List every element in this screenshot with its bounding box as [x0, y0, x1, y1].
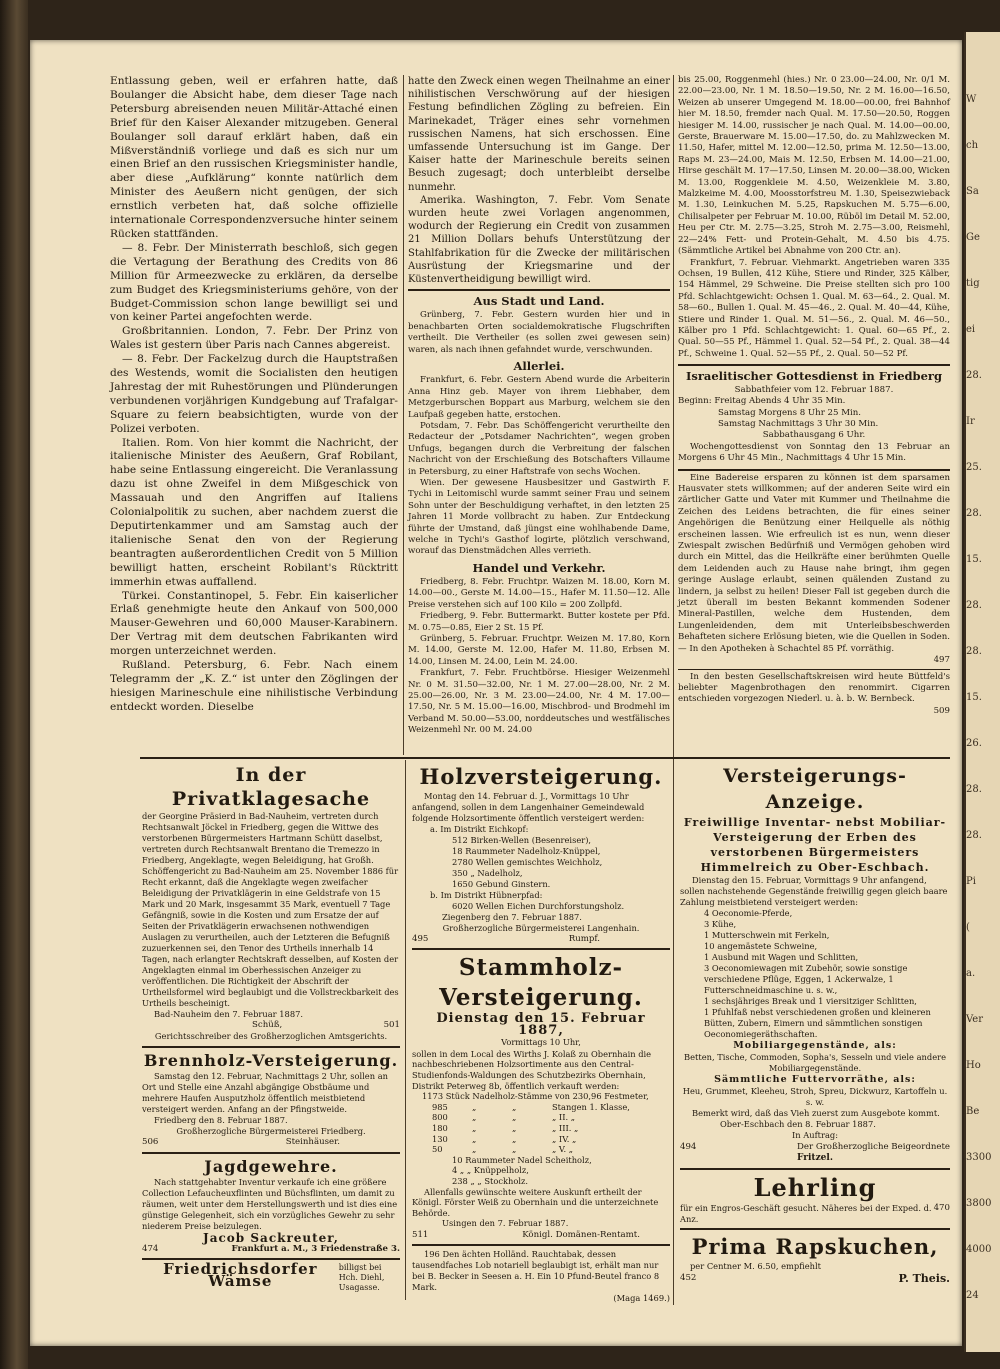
notice-signature: Großherzogliche Bürgermeisterei Friedberg.: [176, 1125, 366, 1136]
adjacent-page-fragment: Ge: [966, 232, 980, 243]
timber-cell: 50: [432, 1144, 443, 1155]
ad-reference: (Maga 1469.): [613, 1293, 670, 1304]
timber-cell: „: [512, 1112, 517, 1123]
auction-time: Vormittags 10 Uhr,: [501, 1037, 581, 1048]
ad-number: 509: [933, 705, 950, 716]
holz-item: 1650 Gebund Ginstern.: [452, 879, 551, 889]
market-report: bis 25.00, Roggenmehl (hies.) Nr. 0 23.00—24.00, Nr. 0/1 M. 22.00—23.00, Nr. 1 M. 18.50—19.50, Nr. 2 M. 16.00—16.50, Weizen ab unserer Umgegend M. 18.00—00.00, frei Bahnhof hier M. 18.50, fremder nach Qual. M. 17.50—20.50, Roggen hiesiger M. 14.00, russischer je nach Qual. M. 14.00—00.00, Gerste, Brauerware M. 15.00—17.50, do. zu Mahlzwecken M. 11.50, Hafer, mittel M. 12.00—12.50, prima M. 12.50—13.00, Raps M. 23—24.00, Mais M. 12.50, Erbsen M. 14.00—21.00, Hirse geschält M. 17—17.50, Linsen M. 20.00—38.00, Wicken M. 13.00, Roggenkleie M. 4.50, Weizenkleie M. 3.80, Malzkeime M. 4.00, Moosstorfstreu M. 1.30, Speisezwieback M. 1.30, Leinkuchen M. 5.25, Rapskuchen M. 5.75—6.00, Chilisalpeter per Februar M. 10.00, Rüböl im Detail M. 52.00, Heu per Ctr. M. 2.75—3.25, Stroh M. 2.75—3.00, Reismehl, 22—24% Fett- und Protein-Gehalt, M. 4.50 bis 4.75. (Sämmtliche Artikel bei Abnahme von 200 Ctr. an).: [678, 75, 950, 257]
gottesdienst-line: Samstag Morgens 8 Uhr 25 Min.: [718, 407, 862, 418]
article-paragraph: Türkei. Constantinopel, 5. Febr. Ein kaiserlicher Erlaß genehmigte heute den Ankauf von 500,000 Mauser-Gewehren und 60,000 Mauser-Karabinern. Der Vertrag mit dem deutschen Fabrikanten wird morgen unterzeichnet werden.: [110, 589, 398, 658]
notice-text: Betten, Tische, Commoden, Sopha's, Sesseln und viele andere Mobiliargegenstände.: [684, 1052, 946, 1073]
adjacent-page-fragment: Sa: [966, 186, 979, 197]
book-binding: [0, 0, 28, 1369]
notice-text: Heu, Grummet, Kleeheu, Stroh, Spreu, Dickwurz, Kartoffeln u. s. w.: [682, 1086, 948, 1107]
adjacent-page-fragment: (: [966, 922, 970, 933]
timber-row: [412, 1102, 670, 1113]
adjacent-page-fragment: Ver: [966, 1014, 984, 1025]
ad-number: 494: [680, 1141, 697, 1152]
notice-date: Usingen den 7. Februar 1887.: [442, 1218, 569, 1229]
adjacent-page-fragment: 15.: [966, 554, 982, 565]
auction-item: 3 Oeconomiewagen mit Zubehör, sowie sonstige verschiedene Pflüge, Eggen, 1 Ackerwalze, 1 Futterschneidmaschine u. s. w.,: [704, 963, 908, 995]
advertisement-text: Eine Badereise ersparen zu können ist dem sparsamen Hausvater stets willkommen; auf der anderen Seite wird ein zärtlicher Gatte und Vater mit Kummer und Theilnahme die Zeichen des Leidens betrachten, die für eines seiner Angehörigen die Benützung einer Heilquelle als nöthig erscheinen lassen. Wie erfreulich ist es nun, wenn dieser Zwiespalt zwischen Bedürfniß und Vermögen gehoben wird durch ein Mittel, das die Heilkräfte einer berühmten Quelle dem Leidenden auch zu Hause nahe bringt, ihm gegen geringe Auslage erlaubt, seinen quälenden Zustand zu lindern, ja selbst zu heilen! Dieser Fall ist gegeben durch die jetzt überall im besten Bekannt kommenden Sodener Mineral-Pastillen, welche dem Hustenden, dem Lungenleidenden, dem mit Unterleibsbeschwerden Behafteten sichere Erlösung bieten, wie die Quellen in Soden. — In den Apotheken à Schachtel 85 Pf. vorräthig.: [678, 472, 950, 654]
privatklage-notice: [142, 763, 400, 1293]
adjacent-page-fragment: a.: [966, 968, 976, 979]
notice-text: per Centner M. 6.50, empfiehlt: [690, 1261, 822, 1272]
adjacent-page-fragment: 25.: [966, 462, 982, 473]
auction-item: 1 sechsjähriges Break und 1 viersitziger Schlitten,: [704, 996, 917, 1006]
auction-item: 1 Mutterschwein mit Ferkeln,: [704, 930, 830, 940]
notice-signature: Der Großherzogliche Beigeordnete: [797, 1141, 950, 1152]
gottesdienst-line: Wochengottesdienst von Sonntag den 13 Februar an Morgens 6 Uhr 45 Min., Nachmittags 4 Uhr 15 Min.: [678, 441, 950, 464]
notice-date: Ober-Eschbach den 8. Februar 1887.: [720, 1119, 876, 1129]
auction-item: 1 Pfuhlfaß nebst verschiedenen großen und kleineren Bütten, Zubern, Eimern und sämmtlichen sonstigen Oeconomiegeräthschaften.: [704, 1007, 931, 1039]
adjacent-page-fragment: 28.: [966, 830, 982, 841]
market-report: Grünberg, 5. Februar. Fruchtpr. Weizen M. 17.80, Korn M. 14.00, Gerste M. 12.00, Hafer M. 11.80, Erbsen M. 14.00, Linsen M. 24.00, Lein M. 24.00.: [408, 634, 670, 667]
timber-cell: 800: [432, 1112, 448, 1123]
notice-signature: Königl. Domänen-Rentamt.: [522, 1229, 640, 1240]
adjacent-page-fragment: ei: [966, 324, 976, 335]
adjacent-page-fragment: 26.: [966, 738, 982, 749]
timber-cell: 180: [432, 1122, 448, 1133]
adjacent-page-fragment: 3300: [966, 1152, 992, 1163]
holz-item: 2780 Wellen gemischtes Weichholz,: [452, 857, 603, 867]
market-report: Friedberg, 9. Febr. Buttermarkt. Butter kostete per Pfd. M. 0.75—0.85, Eier 2 St. 15 Pf.: [408, 611, 670, 633]
notice-text: Dienstag den 15. Februar, Vormittags 9 Uhr anfangend, sollen nachstehende Gegenstände freiwillig gegen gleich baare Zahlung meistbietend versteigert werden:: [680, 875, 948, 907]
news-column-1: [110, 75, 398, 715]
article-paragraph: Entlassung geben, weil er erfahren hatte, daß Boulanger die Absicht habe, dem dieser Tage nach Petersburg abreisenden neuen Militär-Attaché einen Brief für den Kaiser Alexander mitzugeben. General Boulanger soll darauf erklärt haben, daß ein Mißverständniß vorliege und daß es sich nur um einen Brief an den russischen Kriegsminister handle, aber diese „Aufklärung“ konnte natürlich dem Minister des Aeußern nicht genügen, der sich ernstlich verbeten hat, daß solche offizielle internationale Correspondenzversuche hinter seinem Rücken stattfänden.: [110, 75, 398, 240]
ad-number: 474: [142, 1243, 159, 1254]
notice-text: für ein Engros-Geschäft gesucht. Näheres bei der Exped. d. Anz.: [680, 1202, 932, 1225]
auction-item: 1 Ausbund mit Wagen und Schlitten,: [704, 952, 859, 962]
column-divider: [405, 760, 406, 1300]
adjacent-page-fragment: 28.: [966, 508, 982, 519]
timber-cell: 985: [432, 1101, 448, 1112]
adjacent-page-fragment: 28.: [966, 646, 982, 657]
ad-number: 470: [933, 1202, 950, 1213]
adjacent-page-fragment: Be: [966, 1106, 980, 1117]
adjacent-page-fragment: 3800: [966, 1198, 992, 1209]
timber-row: [412, 1134, 670, 1145]
ad-number: 501: [383, 1020, 400, 1030]
section-heading: Handel und Verkehr.: [472, 560, 606, 575]
timber-row: [412, 1123, 670, 1134]
notice-text: sollen in dem Local des Wirths J. Kolaß zu Obernhain die nachbeschriebenen Holzsortimente aus den Central-Studienfonds-Waldungen des Schutzbezirks Obernhain, Distrikt Peterweg 8b, öffentlich verkauft werden:: [412, 1048, 652, 1091]
adjacent-page-fragment: W: [966, 94, 977, 105]
article-paragraph: Italien. Rom. Von hier kommt die Nachricht, der italienische Minister des Aeußern, Graf Robilant, habe seine Entlassung eingereicht. Die Veranlassung dazu ist ohne Zweifel in dem Mißgeschick von Massauah und den Angriffen auf Italiens Colonialpolitik zu suchen, aber nachdem zuerst die Deputirtenkammer und am Samstag auch der italienische Senat den von der Regierung beantragten außerordentlichen Credit von 5 Million bewilligt hatten, erscheint Robilant's Rücktritt immerhin etwas auffallend.: [110, 436, 398, 588]
news-column-3: [678, 75, 950, 717]
auction-item: 10 angemästete Schweine,: [704, 941, 818, 951]
adjacent-page-fragment: 28.: [966, 370, 982, 381]
holz-item: 6020 Wellen Eichen Durchforstungsholz.: [452, 901, 625, 911]
article-paragraph: — 8. Febr. Der Fackelzug durch die Hauptstraßen des Westends, womit die Socialisten den heutigen Jahrestag der mit Ruhestörungen und Plünderungen verbundenen vorjährigen Kundgebung auf Trafalgar-Square zu feiern beabsichtigten, wurde von der Polizei verboten.: [110, 353, 398, 435]
notice-title: Stammholz-Versteigerung.: [439, 954, 643, 1012]
ad-number: 506: [142, 1137, 159, 1148]
timber-cell: „: [472, 1133, 477, 1144]
notice-signature: Großherzogliche Bürgermeisterei Langenhain.: [442, 923, 640, 933]
notice-date: Ziegenberg den 7. Februar 1887.: [442, 912, 582, 922]
notice-title: Friedrichsdorfer Wämse: [163, 1260, 318, 1291]
article-paragraph: Amerika. Washington, 7. Febr. Vom Senate wurden heute zwei Vorlagen angenommen, wodurch der Regierung ein Credit von zusammen 21 Million Dollars behufs Unterstützung der Stahlfabrikation für die Zwecke der militärischen Ausrüstung der Kriegsmarine und der Küstenvertheidigung bewilligt wird.: [408, 194, 670, 286]
timber-row: [412, 1144, 670, 1155]
notice-text: billigst bei Hch. Diehl, Usagasse.: [338, 1263, 385, 1293]
district: b. Im Distrikt Hübnerpfad:: [430, 890, 543, 900]
timber-row: 1173 Stück Nadelholz-Stämme von 230,96 Festmeter,: [422, 1091, 649, 1102]
notice-title: Versteigerungs-Anzeige.: [723, 765, 907, 813]
notice-subtitle: Freiwillige Inventar- nebst Mobiliar-Versteigerung der Erben des verstorbenen Bürgermeisters Himmelreich zu Ober-Eschbach.: [683, 816, 947, 874]
adjacent-page-edge: [964, 32, 1000, 1352]
timber-cell: „: [472, 1112, 477, 1123]
ad-number: 495: [412, 934, 429, 944]
timber-cell: „ IV. „: [552, 1133, 577, 1144]
gottesdienst-line: Samstag Nachmittags 3 Uhr 30 Min.: [718, 418, 879, 429]
versteigerung-notice: [680, 763, 950, 1284]
market-report: Frankfurt, 7. Febr. Fruchtbörse. Hiesiger Weizenmehl Nr. 0 M. 31.50—32.00, Nr. 1 M. 27.00—28.00, Nr. 2 M. 25.00—26.00, Nr. 3 M. 23.00—24.00, Nr. 4 M. 17.00—17.50, Nr. 5 M. 15.00—16.00, Mischbrod- und Brodmehl im Verband M. 50.00—53.00, norddeutsches und westfälisches Weizenmehl Nr. 00 M. 24.00: [408, 668, 670, 736]
timber-cell: Stangen 1. Klasse,: [552, 1101, 630, 1112]
holz-item: 18 Raummeter Nadelholz-Knüppel,: [452, 846, 601, 856]
notice-title: Lehrling: [753, 1172, 877, 1202]
article-paragraph: Frankfurt, 6. Febr. Gestern Abend wurde die Arbeiterin Anna Hinz geb. Mayer von ihrem Liebhaber, dem Metzgerburschen Boppart aus Marburg, welchem sie den Laufpaß gegeben hatte, erstochen.: [408, 375, 670, 420]
article-paragraph: Grünberg, 7. Febr. Gestern wurden hier und in benachbarten Orten socialdemokratische Flugschriften vertheilt. Die Vertheiler (es sollen zwei gewesen sein) waren, als nach ihnen gefahndet wurde, verschwunden.: [408, 310, 670, 355]
timber-cell: „ II. „: [552, 1112, 576, 1123]
notice-signature: In Auftrag:: [791, 1130, 839, 1141]
adjacent-page-fragment: 15.: [966, 692, 982, 703]
ad-number: 452: [680, 1272, 697, 1283]
notice-title: Holzversteigerung.: [419, 764, 663, 789]
gottesdienst-line: Beginn: Freitag Abends 4 Uhr 35 Min.: [678, 396, 846, 407]
section-heading: Mobiliargegenstände, als:: [733, 1040, 897, 1051]
holz-item: 512 Birken-Wellen (Besenreiser),: [452, 835, 592, 845]
adjacent-page-fragment: Ir: [966, 416, 975, 427]
article-paragraph: Potsdam, 7. Febr. Das Schöffengericht verurtheilte den Redacteur der „Potsdamer Nachrichten“, wegen groben Unfugs, begangen durch die Verbreitung der falschen Nachricht von der Erschießung des Botschafters Villaume in Petersburg, zu einer Haftstrafe von sechs Wochen.: [408, 420, 670, 477]
notice-signature: Schüß,: [252, 1020, 283, 1030]
timber-row: 10 Raummeter Nadel Scheitholz,: [452, 1154, 592, 1165]
timber-cell: „: [512, 1101, 517, 1112]
timber-cell: „: [472, 1144, 477, 1155]
gottesdienst-line: Sabbathausgang 6 Uhr.: [762, 430, 866, 441]
article-paragraph: hatte den Zweck einen wegen Theilnahme an einer nihilistischen Verschwörung auf der hiesigen Festung befindlichen Zögling zu befreien. Ein Marinekadet, Träger eines sehr vornehmen russischen Namens, hat sich erschossen. Eine umfassende Untersuchung ist im Gange. Der Kaiser hatte der Marineschule bereits seinen Besuch zugesagt; doch unterbleibt derselbe nunmehr.: [408, 76, 670, 193]
gottesdienst-sub: Sabbathfeier vom 12. Februar 1887.: [734, 384, 894, 395]
auction-date: Dienstag den 15. Februar 1887,: [436, 1011, 646, 1039]
notice-text: Allenfalls gewünschte weitere Auskunft ertheilt der Königl. Förster Weiß zu Obernhain und die unterzeichnete Behörde.: [412, 1186, 659, 1218]
timber-cell: „ III. „: [552, 1122, 579, 1133]
timber-cell: „: [512, 1122, 517, 1133]
ad-number: 511: [412, 1229, 429, 1240]
adjacent-page-fragment: 28.: [966, 600, 982, 611]
timber-cell: 130: [432, 1133, 448, 1144]
notice-text: Nach stattgehabter Inventur verkaufe ich eine größere Collection Lefaucheuxflinten und Büchsflinten, um damit zu räumen, weit unter dem Herstellungswerth und ist dies eine günstige Gelegenheit, sich ein vorzügliches Gewehr zu sehr niederem Preise beizulegen.: [142, 1176, 398, 1231]
holz-item: 350 „ Nadelholz,: [452, 868, 523, 878]
timber-row: 4 „ „ Knüppelholz,: [452, 1165, 529, 1176]
firm-address: Frankfurt a. M., 3 Friedenstraße 3.: [231, 1243, 400, 1254]
section-heading: Sämmtliche Futtervorräthe, als:: [714, 1074, 916, 1085]
notice-text: der Georgine Präsierd in Bad-Nauheim, vertreten durch Rechtsanwalt Jöckel in Friedberg, gegen die Wittwe des verstorbenen Bürgermeisters Hartmann Schütt daselbst, vertreten durch Rechtsanwalt Brentano die Tremezzo in Friedberg, Angeklagte, wegen Beleidigung, hat Großh. Schöffengericht zu Bad-Nauheim am 25. November 1886 für Recht erkannt, daß die Angeklagte wegen zweifacher Beleidigung der Privatklägerin in eine Geldstrafe von 15 Mark und 20 Mark, insgesammt 35 Mark, eventuell 7 Tage Gefängniß, sowie in die Kosten und zum Ersatze der auf Seiten der Privatklägerin erwachsenen nothwendigen Auslagen zu verurtheilen, auch der Letzteren die Befugniß zuzuerkennen sei, den Tenor des Urtheils innerhalb 14 Tagen, nach erlangter Rechtskraft desselben, auf Kosten der Angeklagten einmal im Oberhessischen Anzeiger zu veröffentlichen. Die Richtigkeit der Abschrift der Urtheilsformel wird beglaubigt und die Vollstreckbarkeit des Urtheils bescheinigt.: [142, 811, 399, 1008]
notice-signature: Rumpf.: [568, 934, 600, 944]
timber-cell: „: [512, 1144, 517, 1155]
article-paragraph: Großbritannien. London, 7. Febr. Der Prinz von Wales ist gestern über Paris nach Cannes abgereist.: [110, 325, 398, 352]
notice-date: Friedberg den 8. Februar 1887.: [154, 1114, 288, 1125]
firm-name: Jacob Sackreuter,: [203, 1230, 339, 1245]
section-heading: Aus Stadt und Land.: [473, 294, 605, 309]
article-paragraph: — 8. Febr. Der Ministerrath beschloß, sich gegen die Vertagung der Berathung des Credits von 86 Million für Armeezwecke zu erklären, da derselbe zum Budget des Kriegsministeriums gehöre, von der Budget-Commission schon lange bewilligt sei und von keiner Partei angefochten werde.: [110, 241, 398, 324]
market-report: Frankfurt, 7. Februar. Viehmarkt. Angetrieben waren 335 Ochsen, 19 Bullen, 412 Kühe, Stiere und Rinder, 325 Kälber, 154 Hämmel, 29 Schweine. Die Preise stellten sich pro 100 Pfd. Schlachtgewicht: Ochsen 1. Qual. M. 63—64., 2. Qual. M. 58—60., Bullen 1. Qual. M. 45—46., 2. Qual. M. 40—44, Kühe, Stiere und Rinder 1. Qual. M. 51—56., 2. Qual. M. 46—50., Kälber pro 1 Pfd. Schlachtgewicht: 1. Qual. 60—65 Pf., 2. Qual. 50—55 Pf., Hämmel 1. Qual. 52—54 Pf., 2. Qual. 38—44 Pf., Schweine 1. Qual. 52—55 Pf., 2. Qual. 50—52 Pf.: [678, 257, 950, 359]
notice-text: Montag den 14. Februar d. J., Vormittags 10 Uhr anfangend, sollen in dem Langenhainer Gemeindewald folgende Holzsortimente öffentlich versteigert werden:: [412, 791, 645, 823]
market-report: Friedberg, 8. Febr. Fruchtpr. Waizen M. 18.00, Korn M. 14.00—00., Gerste M. 14.00—15., Hafer M. 11.50—12. Alle Preise verstehen sich auf 100 Kilo = 200 Zollpfd.: [408, 576, 670, 610]
timber-cell: „: [512, 1133, 517, 1144]
auction-item: 4 Oeconomie-Pferde,: [704, 908, 793, 918]
adjacent-page-fragment: 24: [966, 1290, 979, 1301]
adjacent-page-fragment: 4000: [966, 1244, 992, 1255]
notice-signature: Fritzel.: [797, 1153, 833, 1164]
timber-row: 238 „ „ Stockholz.: [452, 1175, 529, 1186]
notice-text: Bemerkt wird, daß das Vieh zuerst zum Ausgebote kommt.: [692, 1108, 940, 1118]
notice-title: Jagdgewehre.: [204, 1156, 338, 1176]
holz-notice: [412, 763, 670, 1305]
notice-title: Brennholz-Versteigerung.: [143, 1050, 399, 1070]
news-column-2: [408, 75, 670, 737]
article-paragraph: Wien. Der gewesene Hausbesitzer und Gastwirth F. Tychi in Leitomischl wurde sammt seiner Frau und seinem Sohn unter der Beschuldigung verhaftet, in den letzten 25 Jahren 11 Morde vollbracht zu haben. Zur Entdeckung führte der Umstand, daß jüngst eine wohlhabende Dame, welche in Tychi's Gasthof logirte, plötzlich verschwand, worauf das Dienstmädchen Alles verrieth.: [408, 477, 670, 557]
auction-item: 3 Kühe,: [704, 919, 737, 929]
adjacent-page-fragment: Pi: [966, 876, 976, 887]
adjacent-page-fragment: Ho: [966, 1060, 981, 1071]
timber-cell: „: [472, 1101, 477, 1112]
column-divider: [673, 75, 674, 1305]
article-paragraph: Rußland. Petersburg, 6. Febr. Nach einem Telegramm der „K. Z.“ ist unter den Zöglingen der hiesigen Marineschule eine nihilistische Verbindung entdeckt worden. Dieselbe: [110, 659, 398, 713]
section-divider: [140, 757, 950, 759]
notice-signature: P. Theis.: [898, 1271, 950, 1285]
notice-text: Samstag den 12. Februar, Nachmittags 2 Uhr, sollen an Ort und Stelle eine Anzahl abgängige Obstbäume und mehrere Haufen Ausputzholz öffentlich meistbietend versteigert werden. Anfang an der Pfingstweide.: [142, 1070, 388, 1114]
notice-signature: Steinhäuser.: [285, 1137, 340, 1148]
adjacent-page-fragment: ch: [966, 140, 979, 151]
notice-title: In der Privatklagesache: [171, 764, 371, 810]
notice-signature: Gerichtsschreiber des Großherzoglichen Amtsgerichts.: [154, 1031, 388, 1042]
adjacent-page-fragment: 28.: [966, 784, 982, 795]
timber-cell: „: [472, 1122, 477, 1133]
timber-cell: „ V. „: [552, 1144, 574, 1155]
notice-title: Prima Rapskuchen,: [691, 1234, 939, 1260]
advertisement-text: 196 Den ächten Holländ. Rauchtabak, dessen tausendfaches Lob notariell beglaubigt ist, erhält man nur bei B. Becker in Seesen a. H. Ein 10 Pfund-Beutel franco 8 Mark.: [412, 1249, 660, 1293]
gottesdienst-title: Israelitischer Gottesdienst in Friedberg: [685, 369, 943, 384]
column-divider: [403, 75, 404, 755]
adjacent-page-fragment: tig: [966, 278, 980, 289]
advertisement-text: In den besten Gesellschaftskreisen wird heute Büttfeld's beliebter Magenbrothagen den renommirt. Cigarren entschieden vorgezogen Niederl. u. à. b. W. Bernbeck.: [678, 671, 950, 705]
section-heading: Allerlei.: [513, 359, 565, 374]
notice-date: Bad-Nauheim den 7. Februar 1887.: [154, 1009, 304, 1019]
ad-number: 497: [933, 655, 950, 666]
district: a. Im Distrikt Eichkopf:: [430, 824, 529, 834]
timber-row: [412, 1112, 670, 1123]
